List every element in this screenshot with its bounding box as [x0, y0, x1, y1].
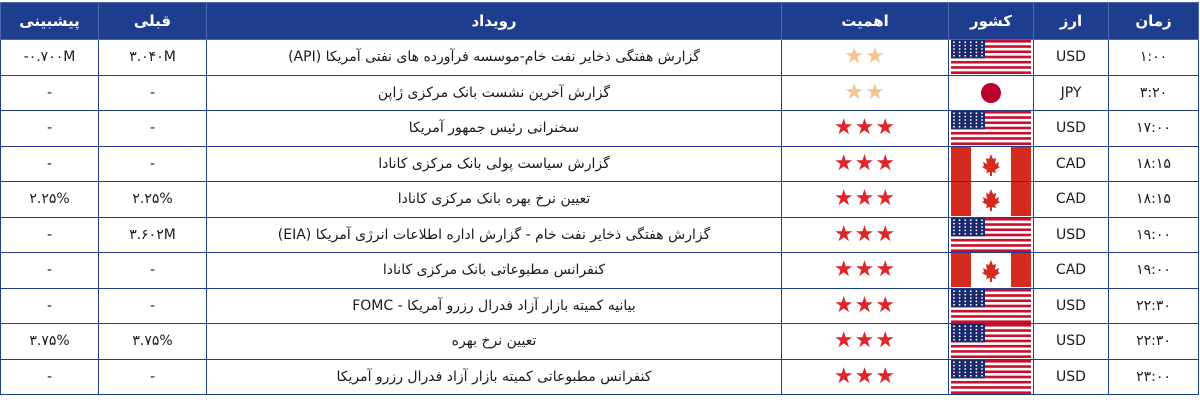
previous-cell: ۲.۲۵%	[99, 182, 207, 218]
importance-cell	[782, 40, 949, 76]
currency-cell: USD	[1034, 111, 1109, 147]
header-event: رویداد	[207, 3, 782, 40]
table-row	[1, 75, 1199, 111]
canada-flag-icon	[951, 253, 1031, 287]
importance-cell	[782, 253, 949, 289]
importance-cell	[782, 146, 949, 182]
country-cell	[949, 359, 1034, 395]
table-row	[1, 359, 1199, 395]
time-cell: ۳:۲۰	[1109, 75, 1199, 111]
currency-cell: USD	[1034, 217, 1109, 253]
table-row	[1, 288, 1199, 324]
importance-stars: ★★★	[833, 328, 897, 354]
header-time: زمان	[1109, 3, 1199, 40]
event-cell: کنفرانس مطبوعاتی کمیته بازار آزاد فدرال رزرو آمریکا	[207, 359, 782, 395]
previous-cell: ۳.۰۴۰M	[99, 40, 207, 76]
previous-cell: -	[99, 253, 207, 289]
country-cell	[949, 324, 1034, 360]
forecast-cell: -۰.۷۰۰M	[1, 40, 99, 76]
forecast-cell: -	[1, 288, 99, 324]
previous-cell: ۳.۷۵%	[99, 324, 207, 360]
event-cell: بیانیه کمیته بازار آزاد فدرال رزرو آمریکا - FOMC	[207, 288, 782, 324]
currency-cell: CAD	[1034, 253, 1109, 289]
us-flag-icon	[951, 324, 1031, 358]
time-cell: ۲۳:۰۰	[1109, 359, 1199, 395]
country-cell	[949, 75, 1034, 111]
table-row	[1, 40, 1199, 76]
time-cell: ۱۷:۰۰	[1109, 111, 1199, 147]
previous-cell: -	[99, 359, 207, 395]
canada-flag-icon	[951, 182, 1031, 216]
table-header	[1, 3, 1199, 40]
country-cell	[949, 146, 1034, 182]
importance-stars: ★★	[844, 44, 886, 70]
header-forecast: پیشبینی	[1, 3, 99, 40]
importance-stars: ★★★	[833, 221, 897, 247]
currency-cell: JPY	[1034, 75, 1109, 111]
event-cell: گزارش هفتگی ذخایر نفت خام-موسسه فرآورده های نفتی آمریکا (API)	[207, 40, 782, 76]
importance-stars: ★★	[844, 79, 886, 105]
previous-cell: -	[99, 111, 207, 147]
importance-cell	[782, 288, 949, 324]
country-cell	[949, 253, 1034, 289]
previous-cell: -	[99, 146, 207, 182]
economic-calendar	[0, 2, 1198, 416]
forecast-cell: -	[1, 146, 99, 182]
forecast-cell: ۳.۷۵%	[1, 324, 99, 360]
importance-stars: ★★★	[833, 150, 897, 176]
importance-cell	[782, 111, 949, 147]
event-cell: تعیین نرخ بهره	[207, 324, 782, 360]
us-flag-icon	[951, 218, 1031, 252]
header-country: کشور	[949, 3, 1034, 40]
currency-cell: USD	[1034, 324, 1109, 360]
table-row	[1, 324, 1199, 360]
time-cell: ۱۸:۱۵	[1109, 146, 1199, 182]
us-flag-icon	[951, 111, 1031, 145]
table-row	[1, 253, 1199, 289]
table-row	[1, 111, 1199, 147]
time-cell: ۱۹:۰۰	[1109, 253, 1199, 289]
importance-cell	[782, 75, 949, 111]
us-flag-icon	[951, 40, 1031, 74]
forecast-cell: ۲.۲۵%	[1, 182, 99, 218]
event-cell: گزارش سیاست پولی بانک مرکزی کانادا	[207, 146, 782, 182]
table-row	[1, 217, 1199, 253]
forecast-cell: -	[1, 111, 99, 147]
header-currency: ارز	[1034, 3, 1109, 40]
event-cell: تعیین نرخ بهره بانک مرکزی کانادا	[207, 182, 782, 218]
currency-cell: USD	[1034, 40, 1109, 76]
importance-cell	[782, 217, 949, 253]
currency-cell: CAD	[1034, 146, 1109, 182]
time-cell: ۱:۰۰	[1109, 40, 1199, 76]
importance-stars: ★★★	[833, 115, 897, 141]
event-cell: گزارش هفتگی ذخایر نفت خام - گزارش اداره اطلاعات انرژی آمریکا (EIA)	[207, 217, 782, 253]
time-cell: ۱۹:۰۰	[1109, 217, 1199, 253]
forecast-cell: -	[1, 217, 99, 253]
forecast-cell: -	[1, 75, 99, 111]
country-cell	[949, 182, 1034, 218]
time-cell: ۲۲:۳۰	[1109, 324, 1199, 360]
currency-cell: USD	[1034, 359, 1109, 395]
importance-cell	[782, 324, 949, 360]
time-cell: ۱۸:۱۵	[1109, 182, 1199, 218]
previous-cell: -	[99, 288, 207, 324]
table-body	[1, 40, 1199, 395]
us-flag-icon	[951, 289, 1031, 323]
currency-cell: CAD	[1034, 182, 1109, 218]
importance-stars: ★★★	[833, 257, 897, 283]
header-row	[1, 3, 1199, 40]
canada-flag-icon	[951, 147, 1031, 181]
country-cell	[949, 40, 1034, 76]
forecast-cell: -	[1, 359, 99, 395]
importance-stars: ★★★	[833, 363, 897, 389]
importance-stars: ★★★	[833, 186, 897, 212]
importance-cell	[782, 359, 949, 395]
previous-cell: -	[99, 75, 207, 111]
event-cell: گزارش آخرین نشست بانک مرکزی ژاپن	[207, 75, 782, 111]
event-cell: سخنرانی رئیس جمهور آمریکا	[207, 111, 782, 147]
header-previous: قبلی	[99, 3, 207, 40]
forecast-cell: -	[1, 253, 99, 289]
time-cell: ۲۲:۳۰	[1109, 288, 1199, 324]
country-cell	[949, 288, 1034, 324]
table-row	[1, 182, 1199, 218]
table-row	[1, 146, 1199, 182]
importance-stars: ★★★	[833, 292, 897, 318]
event-cell: کنفرانس مطبوعاتی بانک مرکزی کانادا	[207, 253, 782, 289]
us-flag-icon	[951, 360, 1031, 394]
importance-cell	[782, 182, 949, 218]
country-cell	[949, 217, 1034, 253]
economic-calendar-table	[0, 2, 1199, 395]
country-cell	[949, 111, 1034, 147]
currency-cell: USD	[1034, 288, 1109, 324]
japan-flag-icon	[951, 76, 1031, 110]
previous-cell: ۳.۶۰۲M	[99, 217, 207, 253]
header-importance: اهمیت	[782, 3, 949, 40]
